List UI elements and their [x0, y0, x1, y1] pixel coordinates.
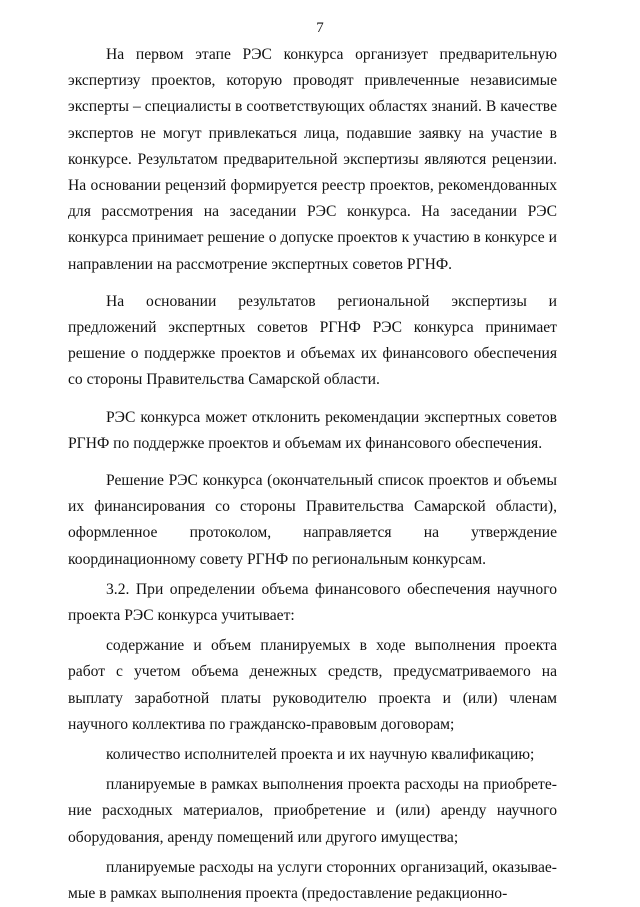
document-body	[68, 42, 557, 907]
paragraph-work-content: содержание и объем планируемых в ходе выполнения проекта работ с учетом объема денежных средств, предусматриваемого на выплату заработной платы руководителю проекта и (или) членам научного коллектива по гражданско-правовым договорам;	[68, 637, 557, 733]
paragraph-expert-review: На первом этапе РЭС конкурса организует предварительную экспертизу проектов, которую проводят привлеченные независимые эксперты – специалисты в соответствующих областях знаний. В качестве экспертов не могут привлекаться лица, подавшие заявку на участие в конкурсе. Результатом предварительной экспертизы являются рецензии. На основании рецензий формируется реестр проектов, рекомендованных для рассмотрения на заседании РЭС конкурса. На заседании РЭС конкурса принимает решение о допуске проектов к участию в конкурсе и направлении на рассмотрение экспертных советов РГНФ.	[68, 46, 557, 273]
paragraph-staff-count: количество исполнителей проекта и их научную квалификацию;	[106, 746, 535, 764]
paragraph-materials-costs: планируемые в рамках выполнения проекта расходы на приобретение расходных материалов, приобретение и (или) аренду научного оборудования, аренду помещений или другого имущества;	[68, 776, 557, 846]
page-number: 7	[316, 20, 324, 36]
paragraph-support-decision: На основании результатов региональной экспертизы и предложений экспертных советов РГНФ РЭС конкурса принимает решение о поддержке проектов и объемах их финансового обеспечения со стороны Правительства Самарской области.	[68, 292, 557, 389]
paragraph-final-decision: Решение РЭС конкурса (окончательный список проектов и объемы их финансирования со стороны Правительства Самарской области), оформленное протоколом, направляется на утверждение координационному совету РГНФ по региональным конкурсам.	[68, 472, 557, 568]
paragraph-third-party-services: планируемые расходы на услуги сторонних организаций, оказываемые в рамках выполнения проекта (предоставление редакционно-	[68, 858, 557, 903]
paragraph-reject-recommendations: РЭС конкурса может отклонить рекомендации экспертных советов РГНФ по поддержке проектов и объемам их финансового обеспечения.	[68, 408, 557, 452]
paragraph-section-3-2: 3.2. При определении объема финансового обеспечения научного проекта РЭС конкурса учитывает:	[68, 580, 557, 625]
